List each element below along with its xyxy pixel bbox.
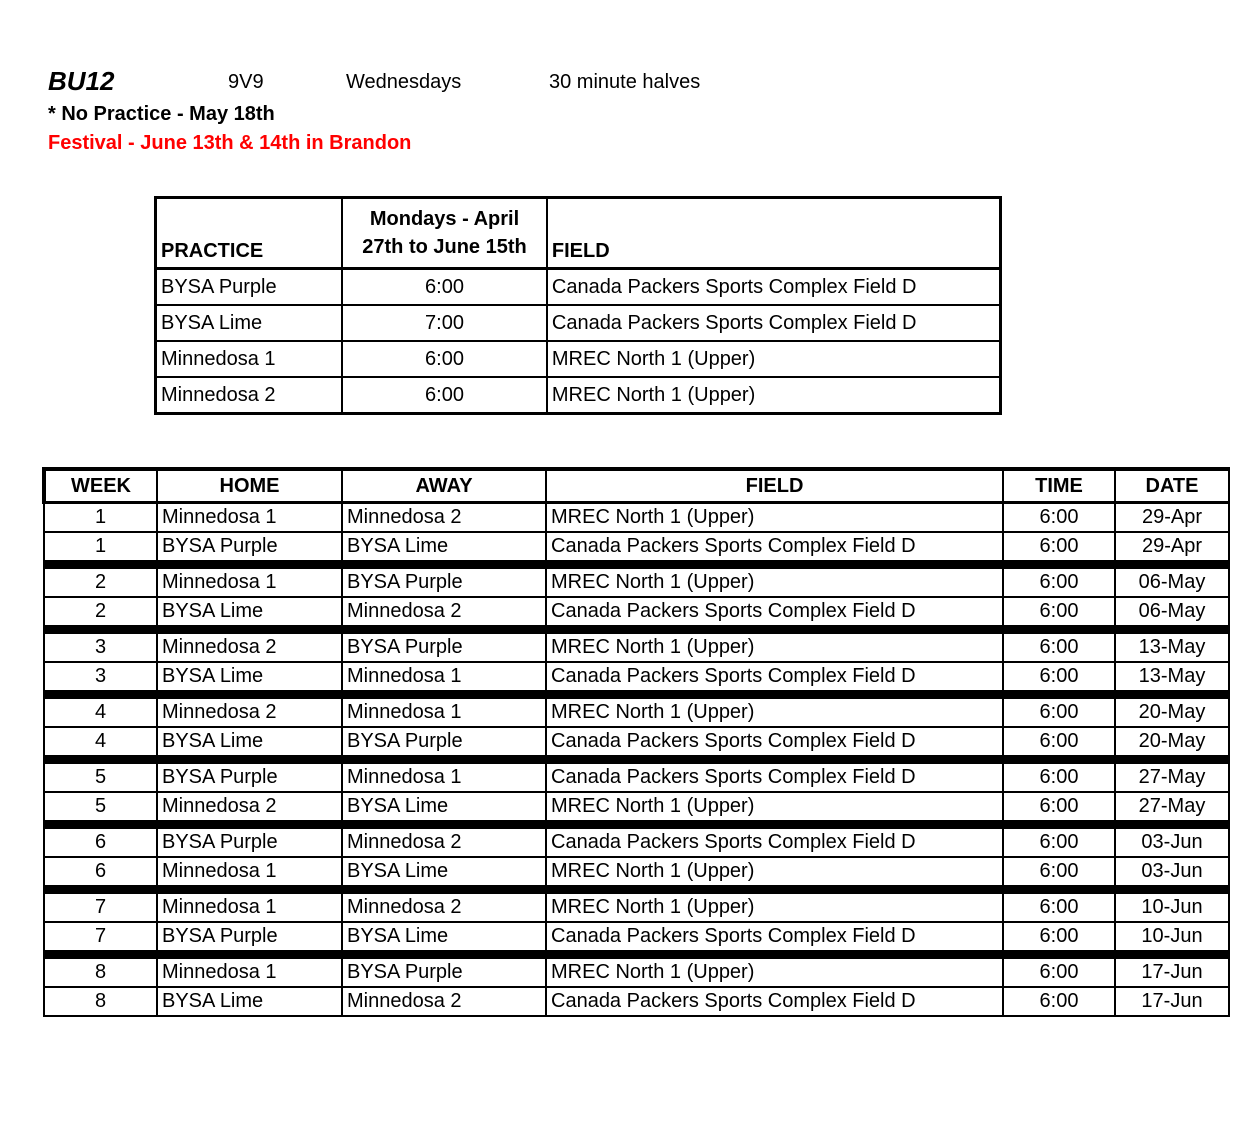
table-row	[44, 532, 1229, 565]
game-home: BYSA Purple	[157, 922, 342, 955]
game-time: 6:00	[1003, 890, 1115, 923]
game-week: 7	[44, 890, 157, 923]
game-time: 6:00	[1003, 565, 1115, 598]
game-week: 1	[44, 532, 157, 565]
game-time: 6:00	[1003, 597, 1115, 630]
schedule-header-row	[44, 469, 1229, 503]
practice-row	[156, 341, 1001, 377]
game-date: 17-Jun	[1115, 955, 1229, 988]
game-date: 06-May	[1115, 565, 1229, 598]
game-date: 27-May	[1115, 792, 1229, 825]
game-home: BYSA Lime	[157, 987, 342, 1016]
practice-time: 7:00	[342, 305, 547, 341]
game-home: Minnedosa 2	[157, 695, 342, 728]
game-week: 2	[44, 565, 157, 598]
table-row	[44, 955, 1229, 988]
game-date: 13-May	[1115, 662, 1229, 695]
game-time: 6:00	[1003, 825, 1115, 858]
game-format: 9V9	[228, 71, 264, 93]
table-row	[44, 760, 1229, 793]
game-home: Minnedosa 1	[157, 955, 342, 988]
game-away: BYSA Lime	[342, 922, 546, 955]
game-time: 6:00	[1003, 922, 1115, 955]
game-week: 8	[44, 987, 157, 1016]
game-date: 20-May	[1115, 695, 1229, 728]
practice-header-team: PRACTICE	[156, 198, 343, 269]
game-field: MREC North 1 (Upper)	[546, 792, 1003, 825]
game-time: 6:00	[1003, 857, 1115, 890]
game-field: Canada Packers Sports Complex Field D	[546, 922, 1003, 955]
practice-team: Minnedosa 2	[156, 377, 343, 414]
table-row	[44, 565, 1229, 598]
game-time: 6:00	[1003, 532, 1115, 565]
game-home: Minnedosa 1	[157, 857, 342, 890]
game-field: Canada Packers Sports Complex Field D	[546, 662, 1003, 695]
game-date: 13-May	[1115, 630, 1229, 663]
game-date: 29-Apr	[1115, 503, 1229, 533]
game-week: 3	[44, 630, 157, 663]
game-time: 6:00	[1003, 792, 1115, 825]
practice-team: BYSA Lime	[156, 305, 343, 341]
practice-header-row	[156, 198, 1001, 269]
game-away: Minnedosa 1	[342, 760, 546, 793]
game-away: BYSA Purple	[342, 955, 546, 988]
game-field: Canada Packers Sports Complex Field D	[546, 727, 1003, 760]
practice-table	[154, 196, 1002, 415]
table-row	[44, 792, 1229, 825]
table-row	[44, 597, 1229, 630]
festival-note: Festival - June 13th & 14th in Brandon	[48, 132, 412, 154]
game-date: 27-May	[1115, 760, 1229, 793]
game-home: BYSA Purple	[157, 760, 342, 793]
game-time: 6:00	[1003, 662, 1115, 695]
game-date: 29-Apr	[1115, 532, 1229, 565]
game-week: 5	[44, 760, 157, 793]
game-away: Minnedosa 2	[342, 503, 546, 533]
practice-header-field: FIELD	[547, 198, 1001, 269]
schedule-header-away: AWAY	[342, 469, 546, 503]
game-week: 3	[44, 662, 157, 695]
game-away: Minnedosa 2	[342, 987, 546, 1016]
table-row	[44, 503, 1229, 533]
table-row	[44, 695, 1229, 728]
game-home: Minnedosa 1	[157, 503, 342, 533]
game-field: Canada Packers Sports Complex Field D	[546, 987, 1003, 1016]
practice-header-schedule: Mondays - April 27th to June 15th	[342, 198, 547, 269]
game-home: BYSA Lime	[157, 727, 342, 760]
game-field: MREC North 1 (Upper)	[546, 695, 1003, 728]
game-time: 6:00	[1003, 727, 1115, 760]
game-date: 06-May	[1115, 597, 1229, 630]
game-away: BYSA Purple	[342, 727, 546, 760]
table-row	[44, 662, 1229, 695]
practice-field: Canada Packers Sports Complex Field D	[547, 269, 1001, 306]
table-row	[44, 857, 1229, 890]
game-field: Canada Packers Sports Complex Field D	[546, 825, 1003, 858]
game-away: BYSA Lime	[342, 532, 546, 565]
game-week: 2	[44, 597, 157, 630]
game-home: Minnedosa 2	[157, 792, 342, 825]
practice-time: 6:00	[342, 341, 547, 377]
game-field: MREC North 1 (Upper)	[546, 565, 1003, 598]
game-away: Minnedosa 2	[342, 825, 546, 858]
no-practice-note: * No Practice - May 18th	[48, 103, 275, 125]
game-home: BYSA Lime	[157, 597, 342, 630]
game-away: Minnedosa 1	[342, 662, 546, 695]
game-time: 6:00	[1003, 760, 1115, 793]
game-home: BYSA Purple	[157, 532, 342, 565]
game-field: Canada Packers Sports Complex Field D	[546, 532, 1003, 565]
table-row	[44, 890, 1229, 923]
table-row	[44, 630, 1229, 663]
game-away: BYSA Purple	[342, 630, 546, 663]
practice-team: Minnedosa 1	[156, 341, 343, 377]
game-time: 6:00	[1003, 987, 1115, 1016]
game-week: 5	[44, 792, 157, 825]
game-away: Minnedosa 1	[342, 695, 546, 728]
table-row	[44, 825, 1229, 858]
game-away: Minnedosa 2	[342, 890, 546, 923]
schedule-header-field: FIELD	[546, 469, 1003, 503]
practice-row	[156, 377, 1001, 414]
game-away: Minnedosa 2	[342, 597, 546, 630]
schedule-header-week: WEEK	[44, 469, 157, 503]
practice-time: 6:00	[342, 269, 547, 306]
game-away: BYSA Purple	[342, 565, 546, 598]
game-field: Canada Packers Sports Complex Field D	[546, 597, 1003, 630]
game-home: Minnedosa 1	[157, 890, 342, 923]
game-field: MREC North 1 (Upper)	[546, 857, 1003, 890]
practice-time: 6:00	[342, 377, 547, 414]
game-date: 03-Jun	[1115, 857, 1229, 890]
game-field: Canada Packers Sports Complex Field D	[546, 760, 1003, 793]
game-day: Wednesdays	[346, 71, 462, 93]
game-away: BYSA Lime	[342, 857, 546, 890]
halves-length: 30 minute halves	[549, 71, 701, 93]
game-field: MREC North 1 (Upper)	[546, 630, 1003, 663]
game-home: Minnedosa 1	[157, 565, 342, 598]
game-week: 4	[44, 695, 157, 728]
game-week: 7	[44, 922, 157, 955]
game-week: 4	[44, 727, 157, 760]
game-date: 10-Jun	[1115, 922, 1229, 955]
game-date: 17-Jun	[1115, 987, 1229, 1016]
game-week: 6	[44, 825, 157, 858]
table-row	[44, 727, 1229, 760]
game-week: 8	[44, 955, 157, 988]
game-week: 1	[44, 503, 157, 533]
game-date: 10-Jun	[1115, 890, 1229, 923]
game-date: 20-May	[1115, 727, 1229, 760]
game-field: MREC North 1 (Upper)	[546, 503, 1003, 533]
table-row	[44, 922, 1229, 955]
practice-team: BYSA Purple	[156, 269, 343, 306]
game-field: MREC North 1 (Upper)	[546, 890, 1003, 923]
game-time: 6:00	[1003, 695, 1115, 728]
game-away: BYSA Lime	[342, 792, 546, 825]
page-title: BU12	[48, 66, 115, 96]
game-time: 6:00	[1003, 630, 1115, 663]
practice-row	[156, 305, 1001, 341]
practice-row	[156, 269, 1001, 306]
schedule-header-home: HOME	[157, 469, 342, 503]
schedule-header-time: TIME	[1003, 469, 1115, 503]
practice-field: MREC North 1 (Upper)	[547, 341, 1001, 377]
game-home: Minnedosa 2	[157, 630, 342, 663]
game-home: BYSA Purple	[157, 825, 342, 858]
game-home: BYSA Lime	[157, 662, 342, 695]
game-field: MREC North 1 (Upper)	[546, 955, 1003, 988]
practice-field: Canada Packers Sports Complex Field D	[547, 305, 1001, 341]
schedule-header-date: DATE	[1115, 469, 1229, 503]
schedule-table	[42, 467, 1230, 1017]
game-time: 6:00	[1003, 503, 1115, 533]
game-week: 6	[44, 857, 157, 890]
game-date: 03-Jun	[1115, 825, 1229, 858]
practice-field: MREC North 1 (Upper)	[547, 377, 1001, 414]
table-row	[44, 987, 1229, 1016]
game-time: 6:00	[1003, 955, 1115, 988]
